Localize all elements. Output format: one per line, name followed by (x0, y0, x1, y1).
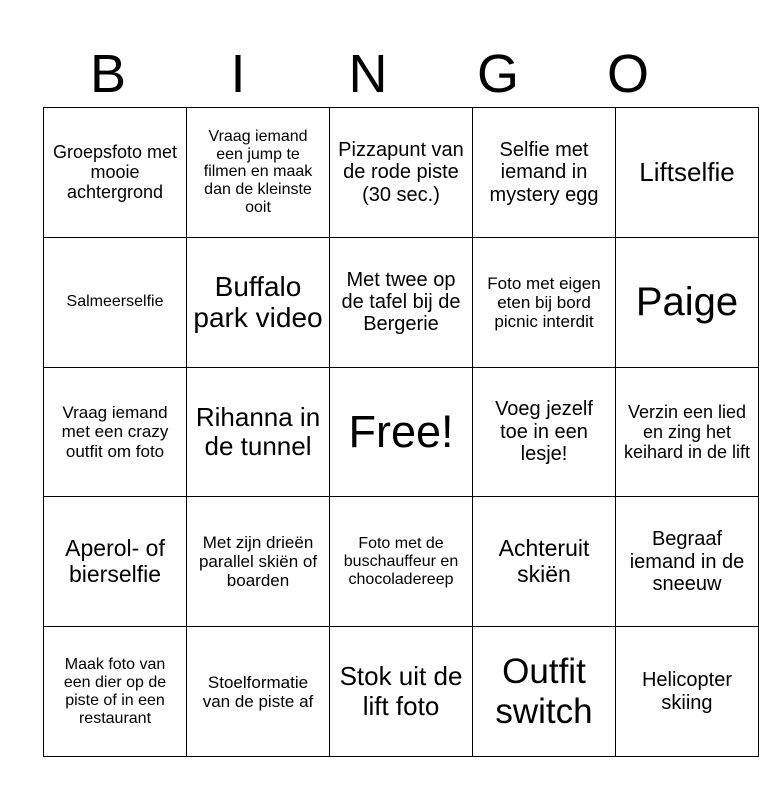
bingo-cell[interactable]: Stoelformatie van de piste af (187, 627, 330, 757)
bingo-cell[interactable]: Maak foto van een dier op de piste of in een restaurant (44, 627, 187, 757)
bingo-cell[interactable]: Paige (616, 237, 759, 367)
bingo-cell[interactable]: Outfit switch (473, 627, 616, 757)
bingo-cell[interactable]: Buffalo park video (187, 237, 330, 367)
header-letter-n: N (348, 44, 388, 104)
bingo-cell[interactable]: Stok uit de lift foto (330, 627, 473, 757)
bingo-cell[interactable]: Achteruit skiën (473, 497, 616, 627)
bingo-cell[interactable]: Pizzapunt van de rode piste (30 sec.) (330, 108, 473, 238)
bingo-cell[interactable]: Vraag iemand met een crazy outfit om foto (44, 367, 187, 497)
bingo-cell[interactable]: Rihanna in de tunnel (187, 367, 330, 497)
header-letter-g: G (476, 44, 519, 104)
bingo-cell[interactable]: Liftselfie (616, 108, 759, 238)
bingo-cell[interactable]: Foto met eigen eten bij bord picnic interdit (473, 237, 616, 367)
bingo-cell[interactable]: Met zijn drieën parallel skiën of boarden (187, 497, 330, 627)
header-letter-b: B (89, 44, 127, 104)
free-space-cell[interactable]: Free! (330, 367, 473, 497)
bingo-board (43, 107, 759, 757)
header-letter-o: O (606, 44, 649, 104)
bingo-cell[interactable]: Begraaf iemand in de sneeuw (616, 497, 759, 627)
board-row (44, 367, 759, 497)
bingo-cell[interactable]: Met twee op de tafel bij de Bergerie (330, 237, 473, 367)
bingo-cell[interactable]: Verzin een lied en zing het keihard in de lift (616, 367, 759, 497)
board-row (44, 497, 759, 627)
bingo-header (43, 40, 693, 108)
bingo-cell[interactable]: Aperol- of bierselfie (44, 497, 187, 627)
bingo-cell[interactable]: Foto met de buschauffeur en chocoladereep (330, 497, 473, 627)
board-row (44, 627, 759, 757)
bingo-cell[interactable]: Groepsfoto met mooie achtergrond (44, 108, 187, 238)
board-row (44, 108, 759, 238)
bingo-cell[interactable]: Vraag iemand een jump te filmen en maak dan de kleinste ooit (187, 108, 330, 238)
bingo-cell[interactable]: Helicopter skiing (616, 627, 759, 757)
bingo-cell[interactable]: Selfie met iemand in mystery egg (473, 108, 616, 238)
bingo-cell[interactable]: Salmeerselfie (44, 237, 187, 367)
bingo-cell[interactable]: Voeg jezelf toe in een lesje! (473, 367, 616, 497)
board-row (44, 237, 759, 367)
header-letter-i: I (230, 44, 246, 104)
